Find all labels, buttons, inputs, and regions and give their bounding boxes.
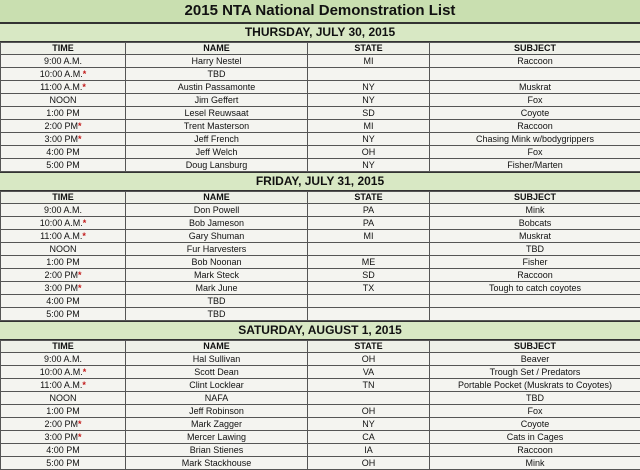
cell-subject: TBD bbox=[430, 243, 640, 256]
day-heading: THURSDAY, JULY 30, 2015 bbox=[0, 23, 640, 42]
table-row bbox=[1, 379, 640, 392]
table-row bbox=[1, 269, 640, 282]
page-title: 2015 NTA National Demonstration List bbox=[0, 0, 640, 23]
day-heading: SATURDAY, AUGUST 1, 2015 bbox=[0, 321, 640, 340]
cell-state: NY bbox=[308, 81, 430, 94]
cell-state: PA bbox=[308, 217, 430, 230]
cell-subject: Fox bbox=[430, 146, 640, 159]
column-header-time: TIME bbox=[1, 341, 126, 353]
column-header-name: NAME bbox=[126, 43, 308, 55]
cell-state: PA bbox=[308, 204, 430, 217]
cell-time bbox=[1, 68, 126, 81]
cell-time bbox=[1, 431, 126, 444]
cell-time bbox=[1, 230, 126, 243]
cell-name: Jeff Welch bbox=[126, 146, 308, 159]
table-row bbox=[1, 133, 640, 146]
table-row bbox=[1, 94, 640, 107]
cell-time bbox=[1, 269, 126, 282]
cell-time bbox=[1, 217, 126, 230]
time-text: 9:00 A.M. bbox=[44, 354, 82, 364]
column-header-subject: SUBJECT bbox=[430, 43, 640, 55]
cell-time bbox=[1, 204, 126, 217]
cell-name: Mark Stackhouse bbox=[126, 457, 308, 470]
column-header-subject: SUBJECT bbox=[430, 192, 640, 204]
time-text: 3:00 PM bbox=[44, 432, 78, 442]
table-row bbox=[1, 159, 640, 172]
cell-name: Lesel Reuwsaat bbox=[126, 107, 308, 120]
time-text: 4:00 PM bbox=[46, 296, 80, 306]
cell-subject: Raccoon bbox=[430, 120, 640, 133]
cell-name: Harry Nestel bbox=[126, 55, 308, 68]
cell-name: NAFA bbox=[126, 392, 308, 405]
cell-subject: Fisher/Marten bbox=[430, 159, 640, 172]
time-text: 11:00 A.M. bbox=[40, 231, 82, 241]
cell-name: Don Powell bbox=[126, 204, 308, 217]
cell-name: TBD bbox=[126, 68, 308, 81]
star-marker: * bbox=[78, 419, 82, 429]
star-marker: * bbox=[83, 69, 87, 79]
cell-time bbox=[1, 146, 126, 159]
star-marker: * bbox=[78, 283, 82, 293]
time-text: NOON bbox=[50, 244, 77, 254]
cell-subject: Muskrat bbox=[430, 81, 640, 94]
cell-subject: Coyote bbox=[430, 107, 640, 120]
cell-subject: Cats in Cages bbox=[430, 431, 640, 444]
cell-state: OH bbox=[308, 457, 430, 470]
star-marker: * bbox=[78, 270, 82, 280]
cell-name: Brian Stienes bbox=[126, 444, 308, 457]
time-text: 4:00 PM bbox=[46, 445, 80, 455]
time-text: 10:00 A.M. bbox=[40, 367, 83, 377]
time-text: 9:00 A.M. bbox=[44, 56, 82, 66]
column-header-time: TIME bbox=[1, 192, 126, 204]
cell-time bbox=[1, 282, 126, 295]
cell-name: Jeff French bbox=[126, 133, 308, 146]
cell-name: TBD bbox=[126, 295, 308, 308]
cell-time bbox=[1, 366, 126, 379]
time-text: 10:00 A.M. bbox=[40, 218, 83, 228]
cell-subject: Muskrat bbox=[430, 230, 640, 243]
time-text: 2:00 PM bbox=[44, 419, 78, 429]
cell-name: Mark June bbox=[126, 282, 308, 295]
cell-time bbox=[1, 159, 126, 172]
cell-time bbox=[1, 94, 126, 107]
cell-subject: Raccoon bbox=[430, 55, 640, 68]
time-text: 2:00 PM bbox=[44, 270, 78, 280]
cell-time bbox=[1, 457, 126, 470]
table-row bbox=[1, 146, 640, 159]
time-text: 2:00 PM bbox=[44, 121, 78, 131]
cell-time bbox=[1, 107, 126, 120]
cell-time bbox=[1, 353, 126, 366]
time-text: 11:00 A.M. bbox=[40, 82, 82, 92]
time-text: 3:00 PM bbox=[44, 283, 78, 293]
schedule-table bbox=[0, 42, 640, 172]
table-row bbox=[1, 366, 640, 379]
table-row bbox=[1, 405, 640, 418]
cell-name: Doug Lansburg bbox=[126, 159, 308, 172]
header-row bbox=[1, 341, 640, 353]
cell-subject: Fisher bbox=[430, 256, 640, 269]
cell-state: TN bbox=[308, 379, 430, 392]
column-header-name: NAME bbox=[126, 341, 308, 353]
cell-name: Austin Passamonte bbox=[126, 81, 308, 94]
cell-name: Mercer Lawing bbox=[126, 431, 308, 444]
time-text: 10:00 A.M. bbox=[40, 69, 83, 79]
cell-name: Scott Dean bbox=[126, 366, 308, 379]
cell-state: NY bbox=[308, 159, 430, 172]
cell-state: OH bbox=[308, 353, 430, 366]
column-header-state: STATE bbox=[308, 341, 430, 353]
time-text: 1:00 PM bbox=[46, 406, 80, 416]
time-text: 5:00 PM bbox=[46, 458, 80, 468]
table-row bbox=[1, 457, 640, 470]
cell-state: MI bbox=[308, 120, 430, 133]
cell-name: Clint Locklear bbox=[126, 379, 308, 392]
cell-name: Mark Zagger bbox=[126, 418, 308, 431]
time-text: 1:00 PM bbox=[46, 108, 80, 118]
cell-subject: Raccoon bbox=[430, 444, 640, 457]
table-row bbox=[1, 444, 640, 457]
cell-state: OH bbox=[308, 146, 430, 159]
cell-state bbox=[308, 243, 430, 256]
header-row bbox=[1, 43, 640, 55]
table-row bbox=[1, 68, 640, 81]
cell-state: MI bbox=[308, 230, 430, 243]
cell-subject: Fox bbox=[430, 94, 640, 107]
table-row bbox=[1, 295, 640, 308]
cell-state bbox=[308, 68, 430, 81]
column-header-time: TIME bbox=[1, 43, 126, 55]
cell-subject: Mink bbox=[430, 204, 640, 217]
time-text: 5:00 PM bbox=[46, 309, 80, 319]
table-row bbox=[1, 204, 640, 217]
cell-name: TBD bbox=[126, 308, 308, 321]
cell-state: IA bbox=[308, 444, 430, 457]
cell-time bbox=[1, 308, 126, 321]
time-text: 3:00 PM bbox=[44, 134, 78, 144]
cell-state: SD bbox=[308, 269, 430, 282]
cell-state: ME bbox=[308, 256, 430, 269]
cell-time bbox=[1, 295, 126, 308]
table-row bbox=[1, 107, 640, 120]
table-row bbox=[1, 308, 640, 321]
cell-state: OH bbox=[308, 405, 430, 418]
cell-subject: Portable Pocket (Muskrats to Coyotes) bbox=[430, 379, 640, 392]
column-header-state: STATE bbox=[308, 192, 430, 204]
cell-time bbox=[1, 81, 126, 94]
table-row bbox=[1, 81, 640, 94]
cell-subject bbox=[430, 68, 640, 81]
cell-name: Fur Harvesters bbox=[126, 243, 308, 256]
table-row bbox=[1, 256, 640, 269]
cell-subject: Mink bbox=[430, 457, 640, 470]
table-row bbox=[1, 392, 640, 405]
cell-subject: Chasing Mink w/bodygrippers bbox=[430, 133, 640, 146]
cell-name: Jeff Robinson bbox=[126, 405, 308, 418]
cell-state: NY bbox=[308, 133, 430, 146]
time-text: NOON bbox=[50, 95, 77, 105]
table-row bbox=[1, 120, 640, 133]
time-text: 11:00 A.M. bbox=[40, 380, 82, 390]
column-header-state: STATE bbox=[308, 43, 430, 55]
cell-state: MI bbox=[308, 55, 430, 68]
table-row bbox=[1, 243, 640, 256]
cell-time bbox=[1, 55, 126, 68]
cell-state: NY bbox=[308, 418, 430, 431]
table-row bbox=[1, 230, 640, 243]
cell-name: Hal Sullivan bbox=[126, 353, 308, 366]
cell-state: NY bbox=[308, 94, 430, 107]
day-section bbox=[0, 23, 640, 172]
cell-subject bbox=[430, 295, 640, 308]
cell-state: CA bbox=[308, 431, 430, 444]
cell-subject: Trough Set / Predators bbox=[430, 366, 640, 379]
cell-state bbox=[308, 392, 430, 405]
cell-time bbox=[1, 418, 126, 431]
star-marker: * bbox=[83, 367, 87, 377]
schedule-table bbox=[0, 340, 640, 470]
cell-time bbox=[1, 243, 126, 256]
cell-name: Trent Masterson bbox=[126, 120, 308, 133]
schedule-days bbox=[0, 23, 640, 470]
time-text: 9:00 A.M. bbox=[44, 205, 82, 215]
cell-name: Gary Shuman bbox=[126, 230, 308, 243]
cell-state bbox=[308, 308, 430, 321]
cell-time bbox=[1, 379, 126, 392]
cell-time bbox=[1, 444, 126, 457]
table-row bbox=[1, 217, 640, 230]
table-row bbox=[1, 431, 640, 444]
cell-name: Mark Steck bbox=[126, 269, 308, 282]
cell-state bbox=[308, 295, 430, 308]
cell-time bbox=[1, 120, 126, 133]
column-header-name: NAME bbox=[126, 192, 308, 204]
cell-name: Bob Noonan bbox=[126, 256, 308, 269]
table-row bbox=[1, 55, 640, 68]
table-row bbox=[1, 282, 640, 295]
star-marker: * bbox=[78, 134, 82, 144]
star-marker: * bbox=[82, 380, 86, 390]
star-marker: * bbox=[78, 432, 82, 442]
header-row bbox=[1, 192, 640, 204]
cell-name: Jim Geffert bbox=[126, 94, 308, 107]
cell-subject: Tough to catch coyotes bbox=[430, 282, 640, 295]
cell-time bbox=[1, 405, 126, 418]
day-heading: FRIDAY, JULY 31, 2015 bbox=[0, 172, 640, 191]
cell-subject: Bobcats bbox=[430, 217, 640, 230]
table-row bbox=[1, 353, 640, 366]
column-header-subject: SUBJECT bbox=[430, 341, 640, 353]
cell-subject: Fox bbox=[430, 405, 640, 418]
time-text: 5:00 PM bbox=[46, 160, 80, 170]
cell-time bbox=[1, 133, 126, 146]
day-section bbox=[0, 321, 640, 470]
cell-subject bbox=[430, 308, 640, 321]
time-text: 4:00 PM bbox=[46, 147, 80, 157]
time-text: 1:00 PM bbox=[46, 257, 80, 267]
star-marker: * bbox=[83, 218, 87, 228]
cell-subject: Coyote bbox=[430, 418, 640, 431]
schedule-table bbox=[0, 191, 640, 321]
cell-state: VA bbox=[308, 366, 430, 379]
table-row bbox=[1, 418, 640, 431]
cell-subject: Beaver bbox=[430, 353, 640, 366]
star-marker: * bbox=[78, 121, 82, 131]
time-text: NOON bbox=[50, 393, 77, 403]
star-marker: * bbox=[82, 231, 86, 241]
cell-subject: Raccoon bbox=[430, 269, 640, 282]
cell-time bbox=[1, 256, 126, 269]
cell-state: SD bbox=[308, 107, 430, 120]
cell-subject: TBD bbox=[430, 392, 640, 405]
cell-name: Bob Jameson bbox=[126, 217, 308, 230]
day-section bbox=[0, 172, 640, 321]
cell-state: TX bbox=[308, 282, 430, 295]
cell-time bbox=[1, 392, 126, 405]
star-marker: * bbox=[82, 82, 86, 92]
